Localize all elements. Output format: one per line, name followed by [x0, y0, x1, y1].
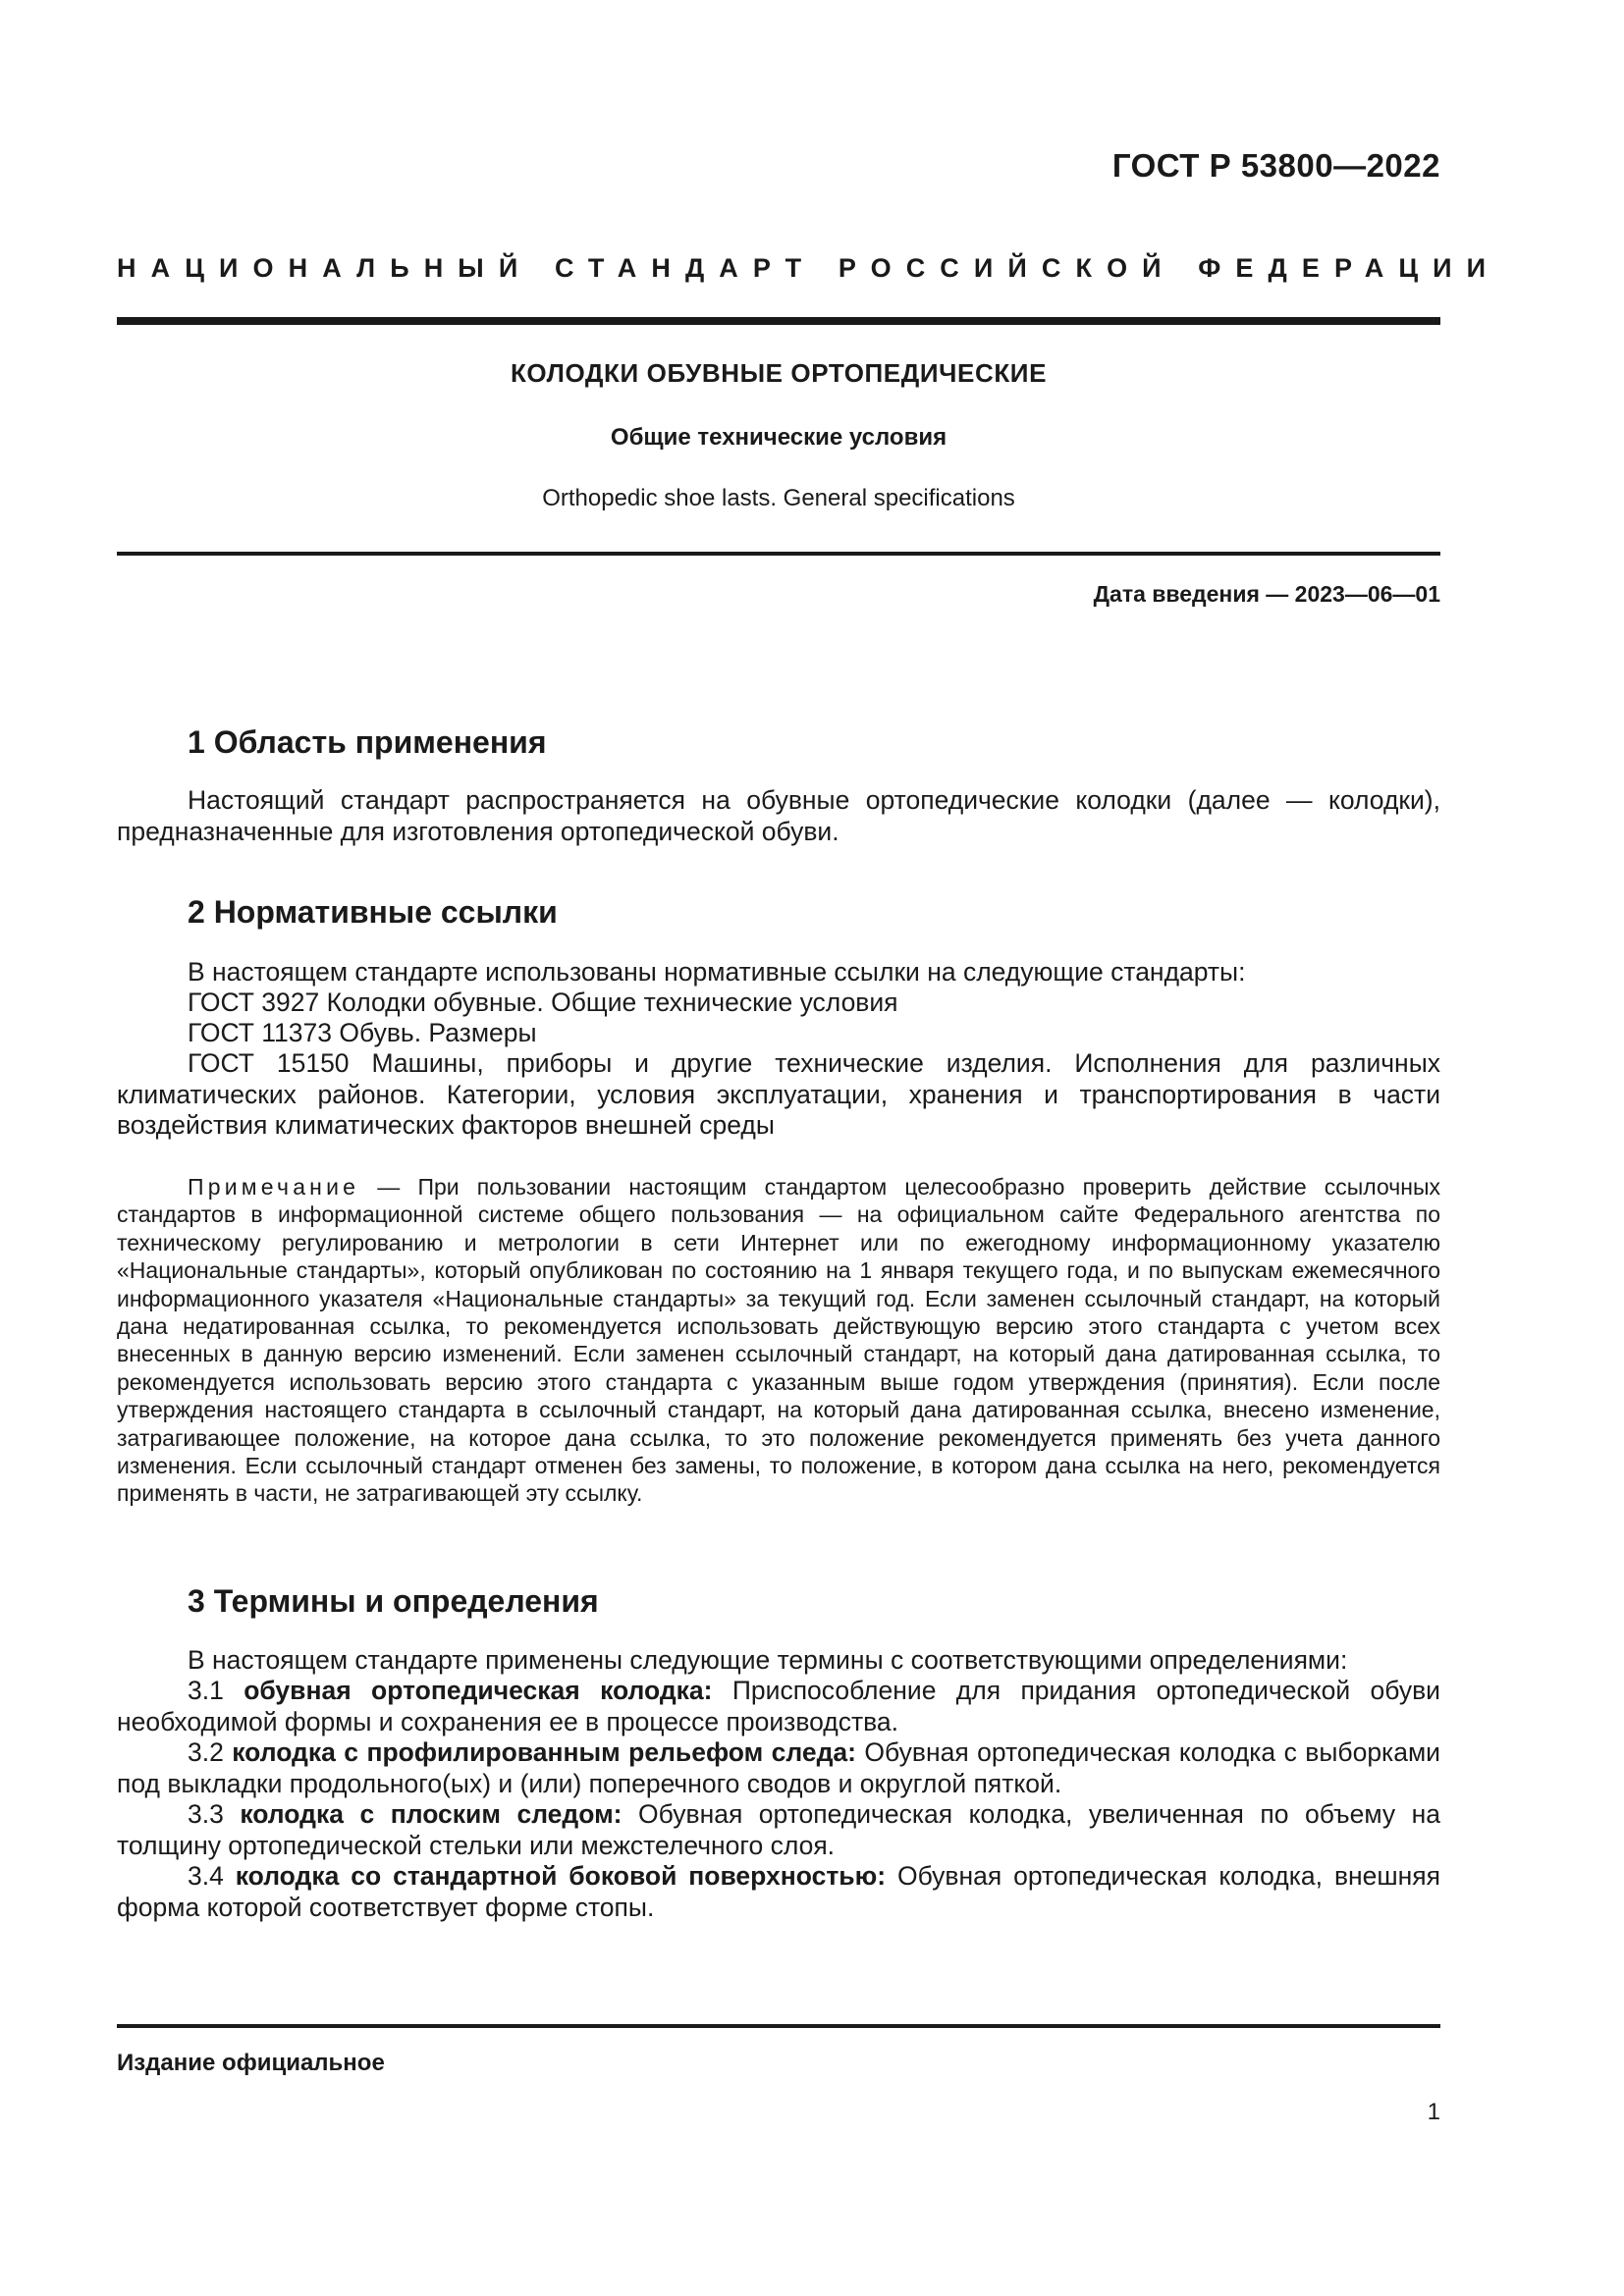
term-label: колодка со стандартной боковой поверхностью:: [235, 1861, 887, 1891]
term-text: Обувная ортопедическая колодка с выборками под выкладки продольного(ых) и (или) поперечного сводов и округлой пяткой.: [117, 1737, 1440, 1798]
term-label: колодка с профилированным рельефом следа:: [232, 1737, 856, 1767]
national-standard-banner: НАЦИОНАЛЬНЫЙ СТАНДАРТ РОССИЙСКОЙ ФЕДЕРАЦИИ: [117, 253, 1501, 283]
reference-item: [117, 1048, 1440, 1142]
reference-item: ГОСТ 3927 Колодки обувные. Общие технические условия: [188, 988, 898, 1017]
title-divider: [117, 552, 1440, 556]
introduction-date: Дата введения — 2023—06—01: [1093, 581, 1440, 607]
term-number: 3.4: [188, 1861, 236, 1891]
term-number: 3.1: [188, 1676, 244, 1705]
section-1-text: [117, 785, 1440, 847]
note-block: [117, 1173, 1440, 1508]
section-3-intro: В настоящем стандарте применены следующие термины с соответствующими определениями:: [188, 1645, 1348, 1675]
page-number: 1: [1427, 2099, 1440, 2125]
section-1-heading: 1 Область применения: [188, 724, 547, 760]
section-2-intro: В настоящем стандарте использованы нормативные ссылки на следующие стандарты:: [188, 957, 1246, 987]
header-divider: [117, 317, 1440, 325]
term-definition: [117, 1676, 1440, 1737]
term-text: Обувная ортопедическая колодка, внешняя форма которой соответствует форме стопы.: [117, 1861, 1440, 1922]
section-1-text-content: Настоящий стандарт распространяется на обувные ортопедические колодки (далее — колодки), предназначенные для изготовления ортопедической обуви.: [117, 785, 1440, 846]
document-title: КОЛОДКИ ОБУВНЫЕ ОРТОПЕДИЧЕСКИЕ: [510, 358, 1048, 388]
document-subtitle: Общие технические условия: [610, 424, 947, 451]
term-definition: [117, 1737, 1440, 1799]
term-number: 3.3: [188, 1799, 241, 1829]
note-label: Примечание: [188, 1174, 360, 1200]
document-title-english: Orthopedic shoe lasts. General specifications: [542, 485, 1015, 511]
gost-number: ГОСТ Р 53800—2022: [1111, 147, 1440, 184]
document-page: [117, 0, 1501, 2296]
section-2-heading: 2 Нормативные ссылки: [188, 894, 558, 930]
term-label: обувная ортопедическая колодка:: [244, 1676, 713, 1705]
footer-divider: [117, 2024, 1440, 2028]
term-text: Приспособление для придания ортопедической обуви необходимой формы и сохранения ее в процессе производства.: [117, 1676, 1440, 1736]
term-definition: [117, 1861, 1440, 1923]
section-3-heading: 3 Термины и определения: [188, 1583, 599, 1619]
reference-item: ГОСТ 11373 Обувь. Размеры: [188, 1018, 537, 1047]
term-number: 3.2: [188, 1737, 233, 1767]
note-text: — При пользовании настоящим стандартом целесообразно проверить действие ссылочных стандартов в информационной системе общего пользования — на официальном сайте Федерального агентства по техническому регулированию и метрологии в сети Интернет или по ежегодному информационному указателю «Национальные стандарты», который опубликован по состоянию на 1 января текущего года, и по выпускам ежемесячного информационного указателя «Национальные стандарты» за текущий год. Если заменен ссылочный стандарт, на который дана недатированная ссылка, то рекомендуется использовать действующую версию этого стандарта с учетом всех внесенных в данную версию изменений. Если заменен ссылочный стандарт, на который дана датированная ссылка, то рекомендуется использовать версию этого стандарта с указанным выше годом утверждения (принятия). Если после утверждения настоящего стандарта в ссылочный стандарт, на который дана датированная ссылка, внесено изменение, затрагивающее положение, на которое дана ссылка, то это положение рекомендуется применять без учета данного изменения. Если ссылочный стандарт отменен без замены, то положение, в котором дана ссылка на него, рекомендуется применять в части, не затрагивающей эту ссылку.: [117, 1174, 1440, 1507]
term-label: колодка с плоским следом:: [240, 1799, 623, 1829]
reference-item-text: ГОСТ 15150 Машины, приборы и другие технические изделия. Исполнения для различных климатических районов. Категории, условия эксплуатации, хранения и транспортирования в части воздействия климатических факторов внешней среды: [117, 1048, 1440, 1140]
term-text: Обувная ортопедическая колодка, увеличенная по объему на толщину ортопедической стельки или межстелечного слоя.: [117, 1799, 1441, 1860]
term-definition: [117, 1799, 1440, 1861]
edition-label: Издание официальное: [117, 2050, 385, 2076]
